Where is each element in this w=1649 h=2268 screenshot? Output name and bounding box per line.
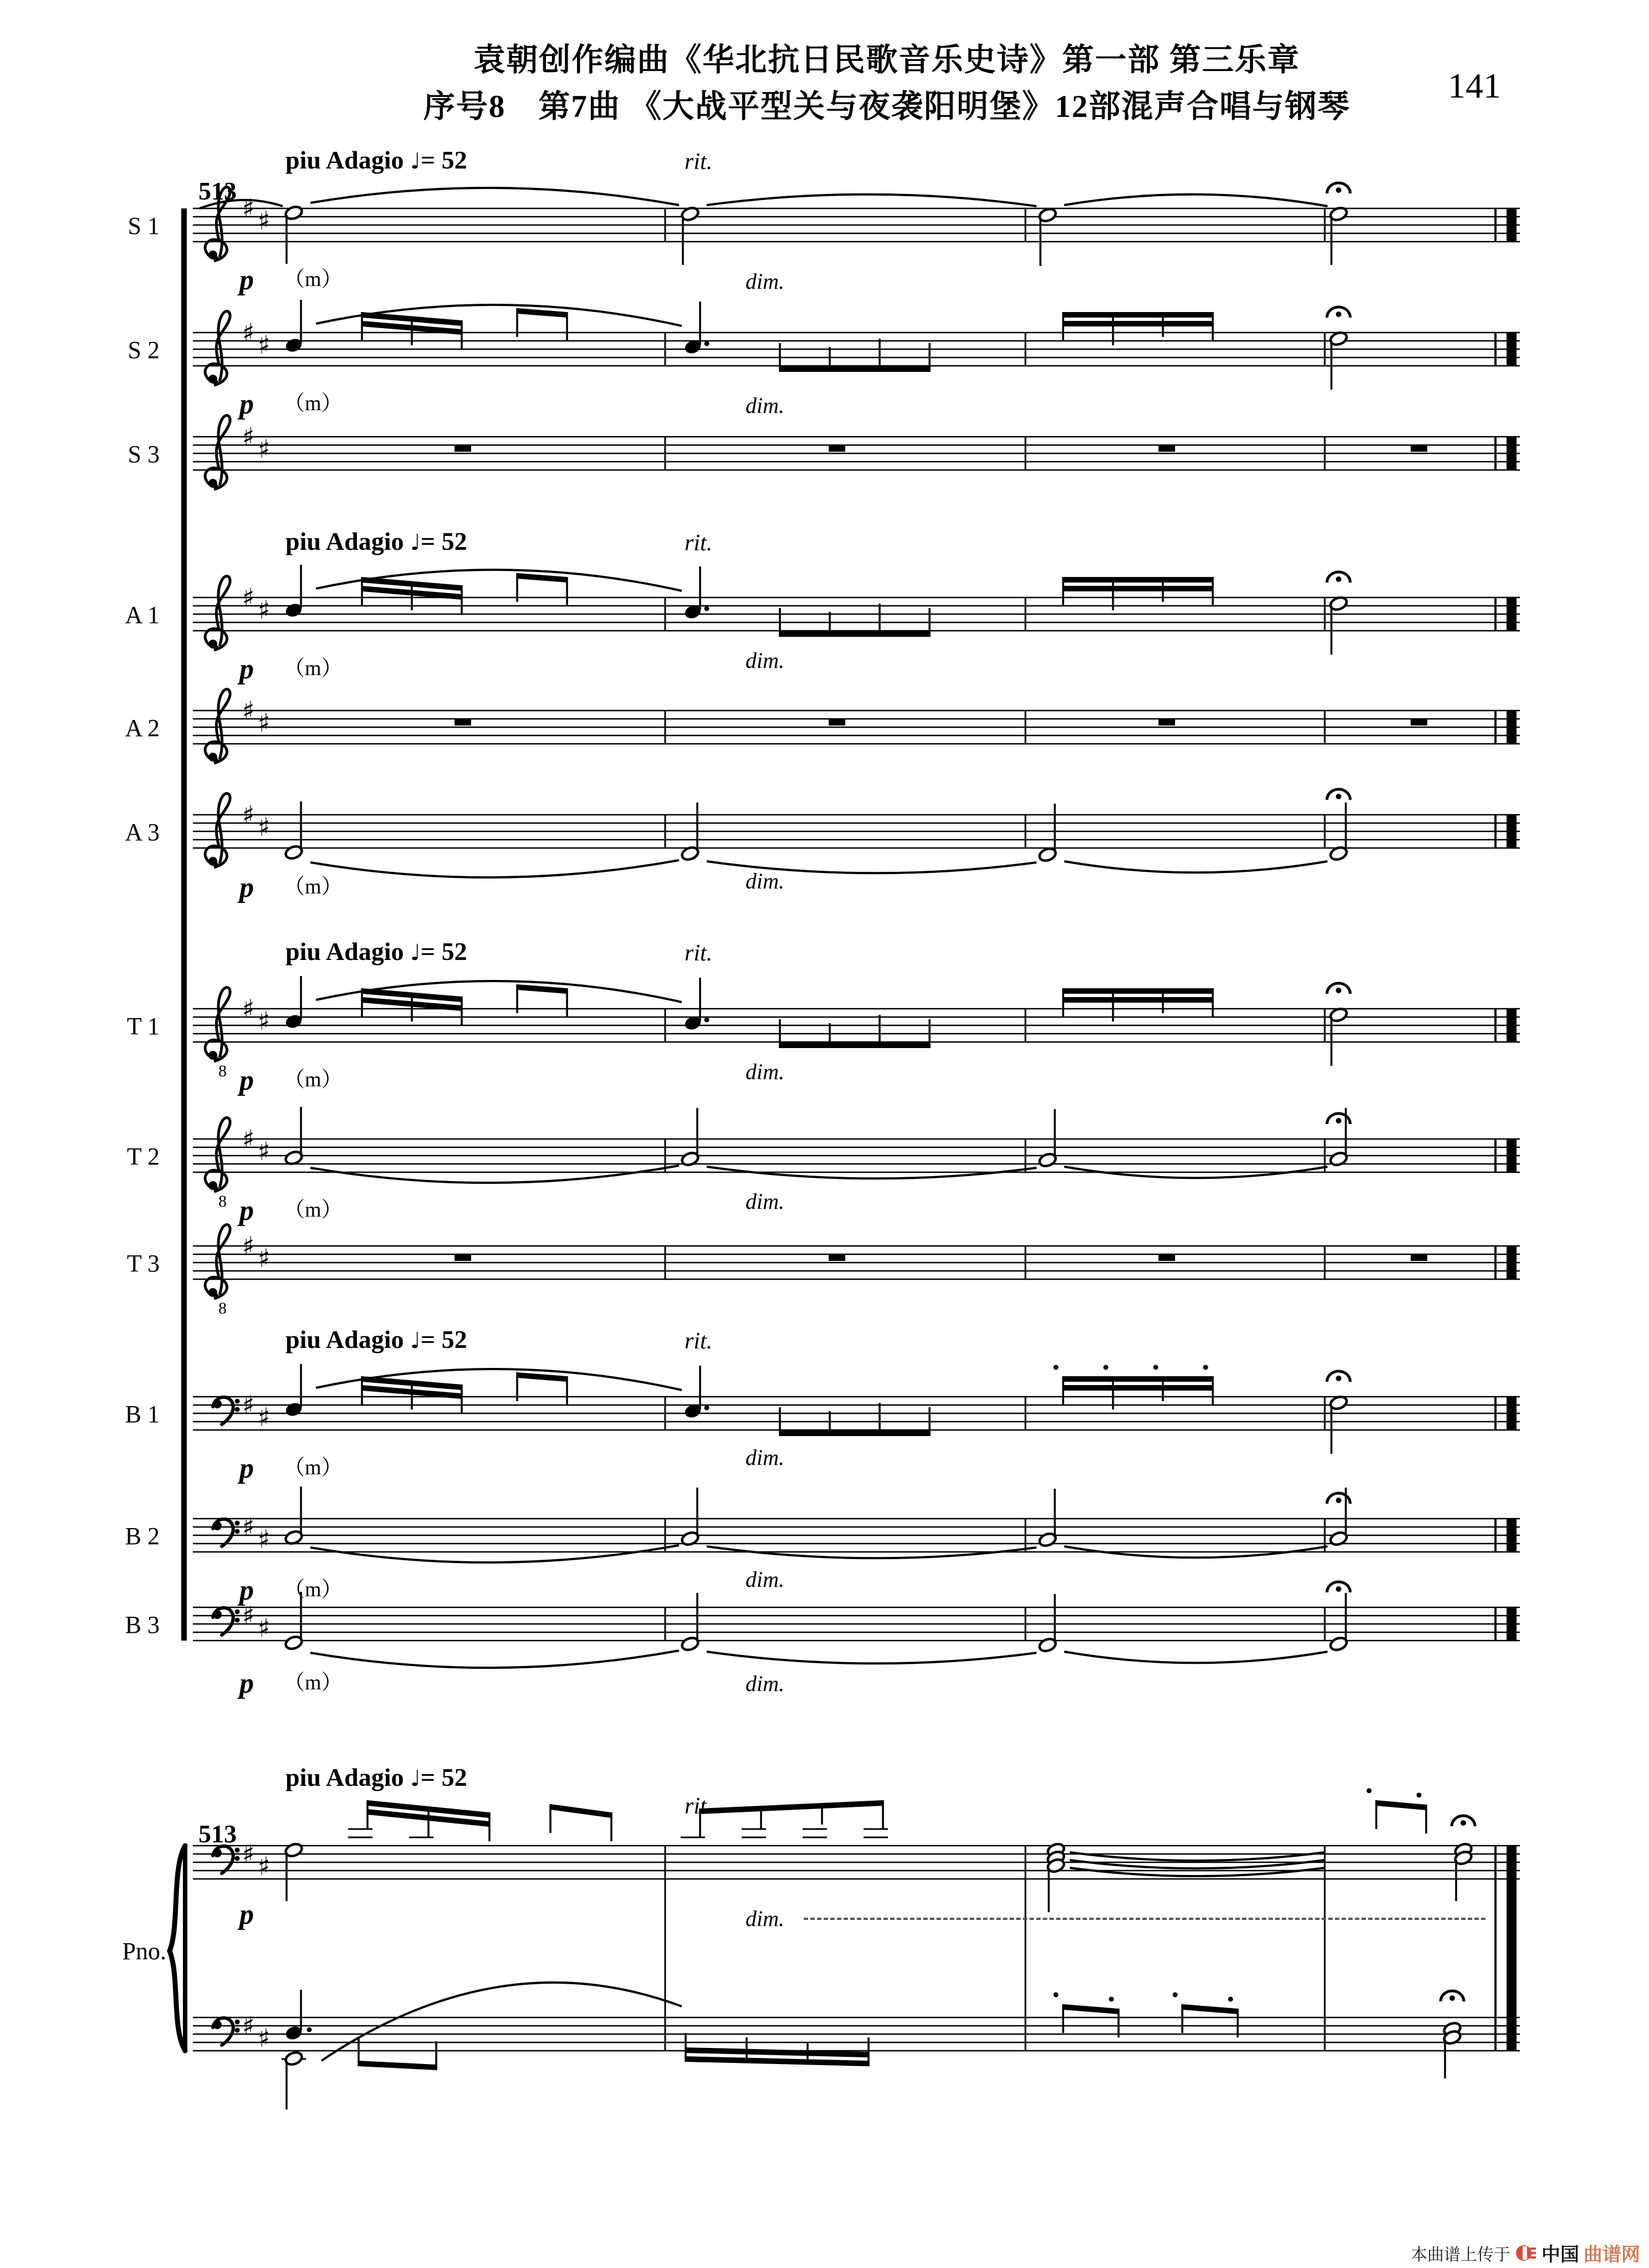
dim-marking: dim. [746,648,784,673]
part-label-a2: A 2 [125,714,160,742]
part-label-t2: T 2 [126,1143,160,1170]
notes [284,1582,1350,1668]
measure-number: 513 [198,1820,237,1848]
sharp-icon: ♯ [257,1243,270,1273]
tempo-marking [285,145,467,175]
dynamic-p: p [239,1453,254,1484]
watermark-brand-cn: 中国 [1541,2244,1579,2265]
notes [455,445,1427,452]
whole-rest-icon [455,719,471,726]
tempo-text: piu Adagio [285,146,404,174]
tempo-value: = 52 [420,937,467,966]
tempo-marking [285,527,467,556]
tempo-text: piu Adagio [285,1763,404,1791]
bass-clef-icon [213,1608,240,1635]
fermata-icon [1327,183,1350,193]
dynamic-p: p [239,653,254,685]
sharp-icon: ♯ [257,1524,270,1554]
rit-marking: rit. [685,149,713,175]
svg-text:8: 8 [218,1192,227,1210]
whole-rest-icon [1411,445,1427,452]
sharp-icon: ♯ [257,2023,270,2053]
sharp-icon: ♯ [242,583,255,612]
tempo-marking [285,937,467,966]
sharp-icon: ♯ [242,1839,255,1869]
notes [282,1788,1475,2109]
tempo-value: = 52 [420,1763,467,1791]
svg-text:8: 8 [218,1299,227,1317]
sharp-icon: ♯ [257,434,270,464]
score-title-line2: 序号8 第7曲 《大战平型关与夜袭阳明堡》12部混声合唱与钢琴 [423,89,1351,124]
notes [455,719,1427,726]
sharp-icon: ♯ [257,812,270,842]
part-label-b2: B 2 [125,1523,160,1550]
fermata-icon [1327,572,1350,583]
fermata-icon [1441,1991,1464,2001]
treble-clef-icon [205,793,230,867]
dynamic-m: （m） [284,268,343,291]
staff-b3 [183,1535,1541,1718]
score-title-line1: 袁朝创作编曲《华北抗日民歌音乐史诗》第一部 第三乐章 [473,43,1300,78]
dim-marking: dim. [746,1189,784,1214]
tempo-marking [285,1763,467,1792]
sharp-icon: ♯ [257,708,270,738]
dynamic-m: （m） [284,875,343,898]
fermata-icon [1327,1371,1350,1382]
part-label-s1: S 1 [127,212,160,239]
whole-rest-icon [1158,719,1175,726]
treble-clef-icon [205,415,230,489]
dynamic-m: （m） [284,657,343,680]
dynamic-p: p [239,264,254,296]
dynamic-p: p [239,1899,254,1930]
notes [285,976,1350,1066]
part-label-t1: T 1 [126,1013,160,1040]
part-label-b3: B 3 [125,1611,160,1638]
sharp-icon: ♯ [257,330,270,360]
dynamic-m: （m） [284,1578,343,1601]
dim-marking: dim. [746,1906,784,1931]
watermark [1411,2239,1640,2266]
rit-marking: rit. [685,530,713,556]
tempo-text: piu Adagio [285,937,404,966]
bass-clef-icon [213,2018,240,2045]
part-label-s2: S 2 [127,336,160,364]
sharp-icon: ♯ [257,1402,270,1432]
music-site-logo-icon [1515,2242,1537,2264]
dim-marking: dim. [746,1059,784,1084]
fermata-icon [1327,307,1350,318]
tempo-value: = 52 [420,527,467,555]
dim-marking: dim. [746,269,784,294]
dim-marking: dim. [746,1671,784,1696]
sharp-icon: ♯ [242,1124,255,1154]
dynamic-m: （m） [284,1068,343,1091]
quarter-note-icon: ♩ [410,530,421,555]
dynamic-p: p [239,389,254,420]
sharp-icon: ♯ [242,193,255,223]
rit-marking: rit. [685,941,713,966]
quarter-note-icon: ♩ [410,940,421,966]
dynamic-p: p [239,1195,254,1227]
part-label-pno: Pno. [122,1938,166,1965]
quarter-note-icon: ♩ [410,1766,421,1791]
sharp-icon: ♯ [242,696,255,726]
fermata-icon [1327,1582,1350,1592]
piano-brace [170,1846,185,2051]
whole-rest-icon [829,719,845,726]
tempo-text: piu Adagio [285,1325,404,1353]
dim-marking: dim. [746,393,784,418]
whole-rest-icon [1411,1254,1427,1261]
whole-rest-icon [829,1254,845,1261]
watermark-text: 本曲谱上传于 [1411,2245,1510,2264]
dynamic-m: （m） [284,1198,343,1222]
sharp-icon: ♯ [242,422,255,452]
dim-marking: dim. [746,1567,784,1592]
sharp-icon: ♯ [257,206,270,236]
notes [284,789,1350,877]
part-label-a3: A 3 [125,819,160,846]
bass-clef-icon [213,1397,240,1424]
dim-dashed-line [804,1918,1485,1920]
sharp-icon: ♯ [242,1601,255,1631]
dynamic-p: p [239,1668,254,1699]
svg-text:8: 8 [218,1062,227,1080]
dim-marking: dim. [746,1445,784,1470]
sharp-icon: ♯ [257,1851,270,1881]
staff-piano [155,1790,1552,2178]
measure-number: 513 [198,177,237,205]
part-label-b1: B 1 [125,1401,160,1428]
notes [455,1254,1427,1261]
sharp-icon: ♯ [257,595,270,625]
whole-rest-icon [1158,445,1175,452]
dim-marking: dim. [746,869,784,893]
sharp-icon: ♯ [242,800,255,830]
tempo-value: = 52 [420,146,467,174]
dynamic-p: p [239,1575,254,1606]
staff-a3 [183,743,1541,926]
dynamic-p: p [239,1065,254,1096]
fermata-icon [1327,789,1350,800]
part-label-t3: T 3 [126,1250,160,1277]
whole-rest-icon [1411,719,1427,726]
tempo-text: piu Adagio [285,527,404,555]
quarter-note-icon: ♩ [410,149,421,174]
sharp-icon: ♯ [242,1512,255,1542]
dynamic-m: （m） [284,392,343,415]
fermata-icon [1327,983,1350,994]
tempo-value: = 52 [420,1325,467,1353]
sharp-icon: ♯ [242,2011,255,2041]
dynamic-m: （m） [284,1671,343,1694]
whole-rest-icon [455,1254,471,1261]
sharp-icon: ♯ [257,1613,270,1643]
part-label-s3: S 3 [127,441,160,468]
fermata-icon [1452,1816,1475,1826]
whole-rest-icon [829,445,845,452]
tempo-marking [285,1325,467,1354]
part-label-a1: A 1 [125,601,160,629]
sharp-icon: ♯ [242,1390,255,1420]
watermark-brand-suffix: 曲谱网 [1584,2244,1640,2265]
bass-clef-icon [213,1846,240,1873]
sharp-icon: ♯ [257,1136,270,1166]
sharp-icon: ♯ [242,1231,255,1261]
sharp-icon: ♯ [242,994,255,1024]
rit-marking: rit. [685,1329,713,1354]
sharp-icon: ♯ [257,1006,270,1036]
sharp-icon: ♯ [242,318,255,348]
notes [284,1107,1350,1183]
whole-rest-icon [455,445,471,452]
whole-rest-icon [1158,1254,1175,1261]
dynamic-p: p [239,872,254,903]
notes [285,1364,1350,1454]
page-number: 141 [1448,66,1501,105]
dynamic-m: （m） [284,1456,343,1479]
staff-s3 [183,365,1541,548]
quarter-note-icon: ♩ [410,1328,421,1353]
rit-marking: rit. [685,1794,713,1819]
